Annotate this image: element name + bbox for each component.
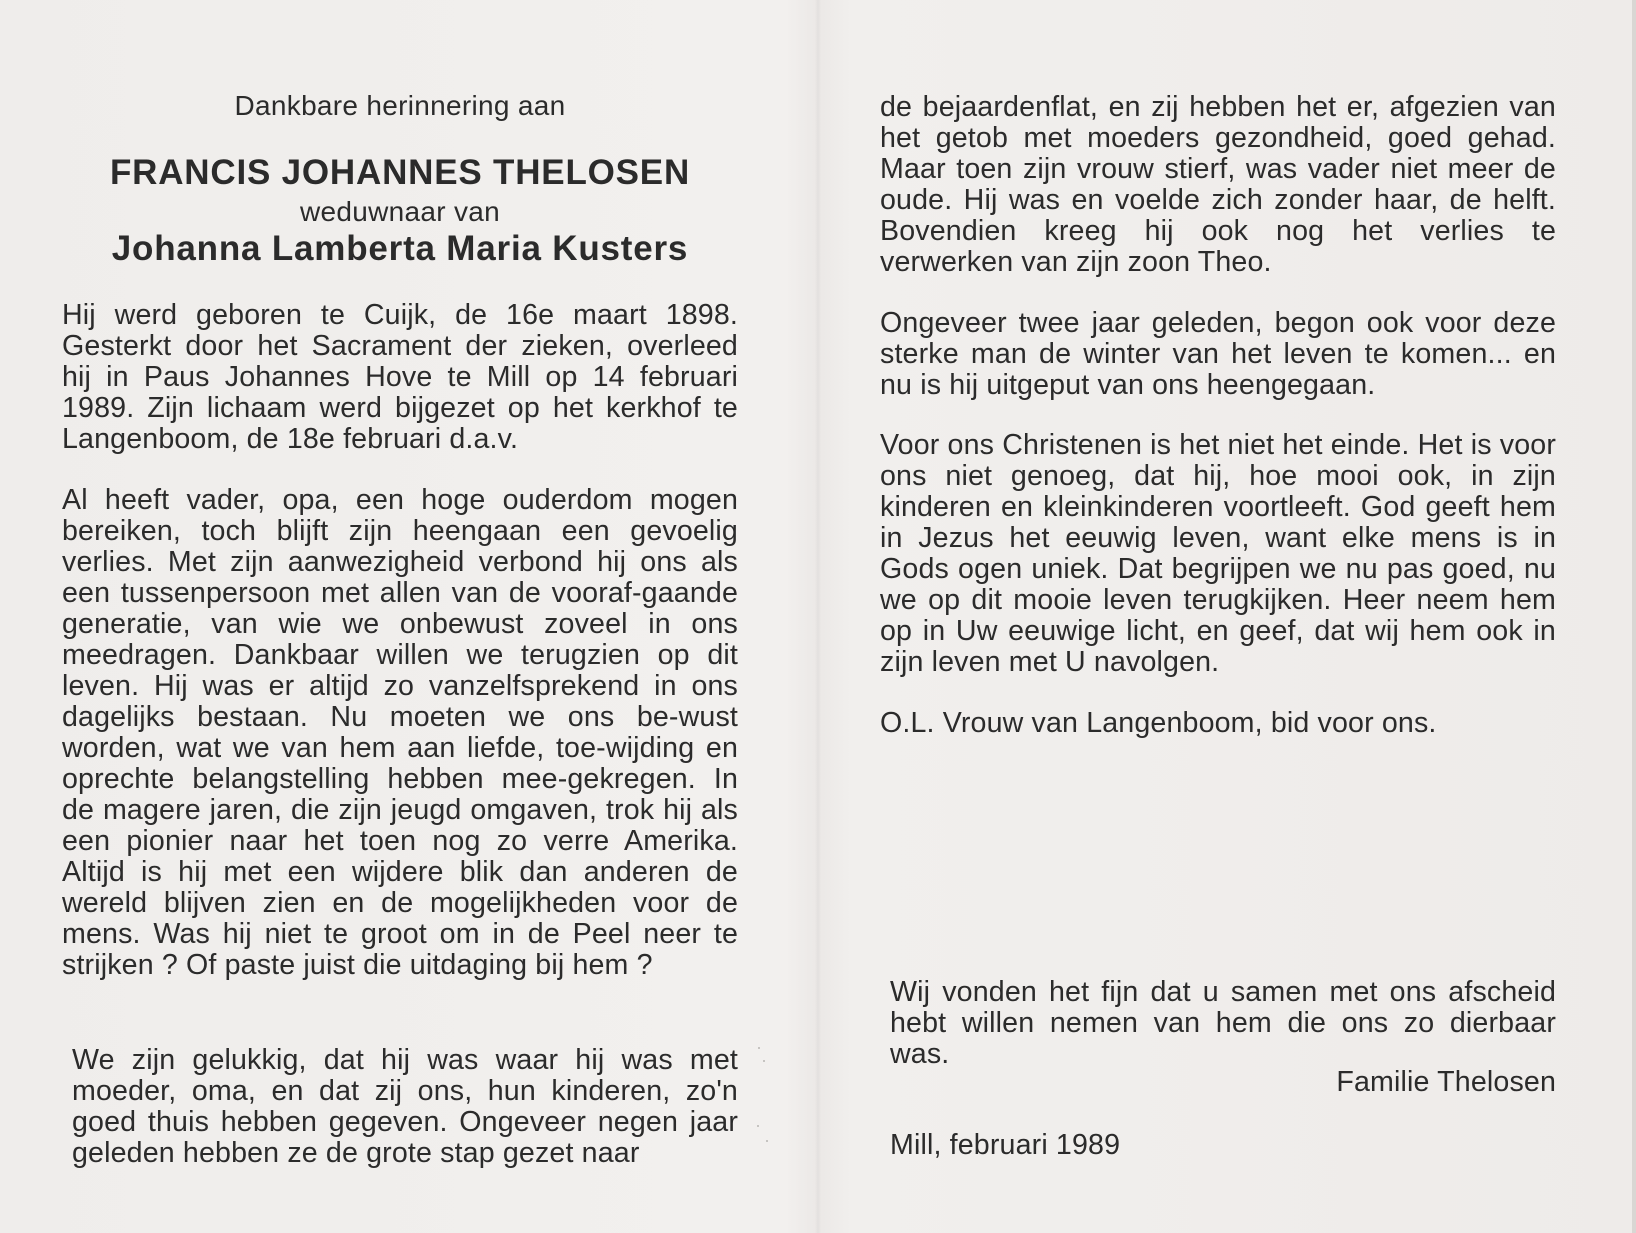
paper-speck (763, 1060, 765, 1062)
prayer-line: O.L. Vrouw van Langenboom, bid voor ons. (880, 707, 1437, 739)
card-edge-shadow (1632, 0, 1636, 1233)
paper-speck (757, 1125, 759, 1127)
relation-text: weduwnaar van (299, 196, 501, 227)
continuation-paragraph: de bejaardenflat, en zij hebben het er, afgezien van het getob met moeders gezondheid, goed gehad. Maar toen zijn vrouw stierf, was vader niet meer de oude. Hij was en voelde zich zonder haar, de helft. Bovendien kreeg hij ook nog het verlies te verwerken van zijn zoon Theo. (880, 91, 1556, 278)
tribute-paragraph: Al heeft vader, opa, een hoge ouderdom mogen bereiken, toch blijft zijn heengaan een gevoelig verlies. Met zijn aanwezigheid verbond hij ons als een tussenpersoon met allen van de vooraf-gaande generatie, van wie we onbewust zoveel in ons meedragen. Dankbaar willen we terugzien op dit leven. Hij was er altijd zo vanzelfsprekend in ons dagelijks bestaan. Nu moeten we ons be-wust worden, wat we van hem aan liefde, toe-wijding en oprechte belangstelling hebben mee-gekregen. In de magere jaren, die zijn jeugd omgaven, trok hij als een pionier naar het toen nog zo verre Amerika. Altijd is hij met een wijdere blik dan anderen de wereld blijven zien en de mogelijkheden voor de mens. Was hij niet te groot om in de Peel neer te strijken ? Of paste juist die uitdaging bij hem ? (62, 484, 738, 981)
card-fold (815, 0, 821, 1233)
paper-speck (758, 1047, 760, 1049)
thanks-paragraph: Wij vonden het fijn dat u samen met ons afscheid hebt willen nemen van hem die ons zo dierbaar was. (890, 976, 1556, 1070)
family-paragraph: We zijn gelukkig, dat hij was waar hij was met moeder, oma, en dat zij ons, hun kinderen, zo'n goed thuis hebben gegeven. Ongeveer negen jaar geleden hebben ze de grote stap gezet naar (72, 1044, 738, 1169)
signature-line: Familie Thelosen (1336, 1066, 1556, 1098)
spouse-name: Johanna Lamberta Maria Kusters (111, 229, 689, 268)
place-date-line: Mill, februari 1989 (890, 1129, 1121, 1161)
faith-paragraph: Voor ons Christenen is het niet het einde. Het is voor ons niet genoeg, dat hij, hoe mooi ook, in zijn kinderen en kleinkinderen voortleeft. God geeft hem in Jezus het eeuwig leven, want elke mens is in Gods ogen uniek. Dat begrijpen we nu pas goed, nu we op dit mooie leven terugkijken. Heer neem hem op in Uw eeuwige licht, en geef, dat wij hem ook in zijn leven met U navolgen. (880, 429, 1556, 678)
paper-speck (766, 1140, 768, 1142)
intro-text: Dankbare herinnering aan (234, 90, 566, 121)
final-years-paragraph: Ongeveer twee jaar geleden, begon ook voor deze sterke man de winter van het leven te komen... en nu is hij uitgeput van ons heengegaan. (880, 307, 1556, 401)
birth-death-paragraph: Hij werd geboren te Cuijk, de 16e maart 1898. Gesterkt door het Sacrament der zieken, overleed hij in Paus Johannes Hove te Mill op 14 februari 1989. Zijn lichaam werd bijgezet op het kerkhof te Langenboom, de 18e februari d.a.v. (62, 299, 738, 455)
deceased-name: FRANCIS JOHANNES THELOSEN (109, 153, 691, 192)
